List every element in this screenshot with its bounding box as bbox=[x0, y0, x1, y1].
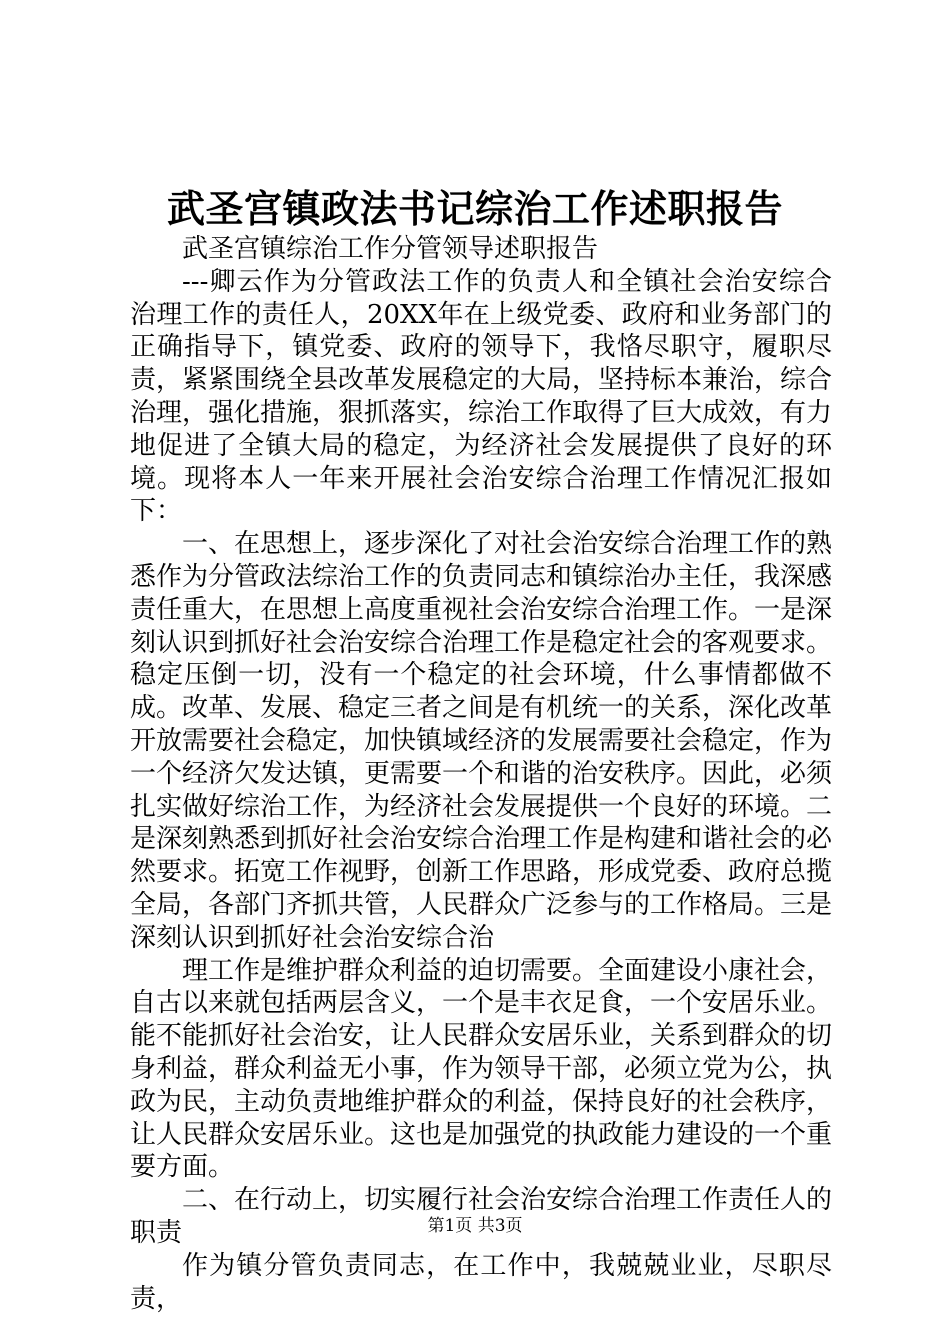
paragraph-section-one-continued: 理工作是维护群众利益的迫切需要。全面建设小康社会，自古以来就包括两层含义，一个是丰衣足食，一个安居乐业。能不能抓好社会治安，让人民群众安居乐业，关系到群众的切身利益，群众利益无小事，作为领导干部，必须立党为公，执政为民，主动负责地维护群众的利益，保持良好的社会秩序，让人民群众安居乐业。这也是加强党的执政能力建设的一个重要方面。 bbox=[130, 955, 833, 1183]
paragraph-section-two-heading: 二、在行动上，切实履行社会治安综合治理工作责任人的职责 bbox=[130, 1185, 833, 1248]
page-footer: 第1页 共3页 bbox=[427, 1216, 523, 1236]
document-title: 武圣宫镇政法书记综治工作述职报告 bbox=[166, 186, 783, 231]
paragraph-intro: ---卿云作为分管政法工作的负责人和全镇社会治安综合治理工作的责任人，20XX年在上级党委、政府和业务部门的正确指导下，镇党委、政府的领导下，我恪尽职守，履职尽责，紧紧围绕全县改革发展稳定的大局，坚持标本兼治，综合治理，强化措施，狠抓落实，综治工作取得了巨大成效，有力地促进了全镇大局的稳定，为经济社会发展提供了良好的环境。现将本人一年来开展社会治安综合治理工作情况汇报如下： bbox=[130, 266, 833, 527]
paragraph-subtitle: 武圣宫镇综治工作分管领导述职报告 bbox=[182, 234, 599, 264]
paragraph-section-two: 作为镇分管负责同志，在工作中，我兢兢业业，尽职尽责， bbox=[130, 1250, 832, 1314]
document-body bbox=[130, 233, 832, 1315]
paragraph-section-one: 一、在思想上，逐步深化了对社会治安综合治理工作的熟悉作为分管政法综治工作的负责同志和镇综治办主任，我深感责任重大，在思想上高度重视社会治安综合治理工作。一是深刻认识到抓好社会治安综合治理工作是稳定社会的客观要求。稳定压倒一切，没有一个稳定的社会环境，什么事情都做不成。改革、发展、稳定三者之间是有机统一的关系，深化改革开放需要社会稳定，加快镇域经济的发展需要社会稳定，作为一个经济欠发达镇，更需要一个和谐的治安秩序。因此，必须扎实做好综治工作，为经济社会发展提供一个良好的环境。二是深刻熟悉到抓好社会治安综合治理工作是构建和谐社会的必然要求。拓宽工作视野，创新工作思路，形成党委、政府总揽全局，各部门齐抓共管，人民群众广泛参与的工作格局。三是深刻认识到抓好社会治安综合治 bbox=[130, 529, 833, 953]
